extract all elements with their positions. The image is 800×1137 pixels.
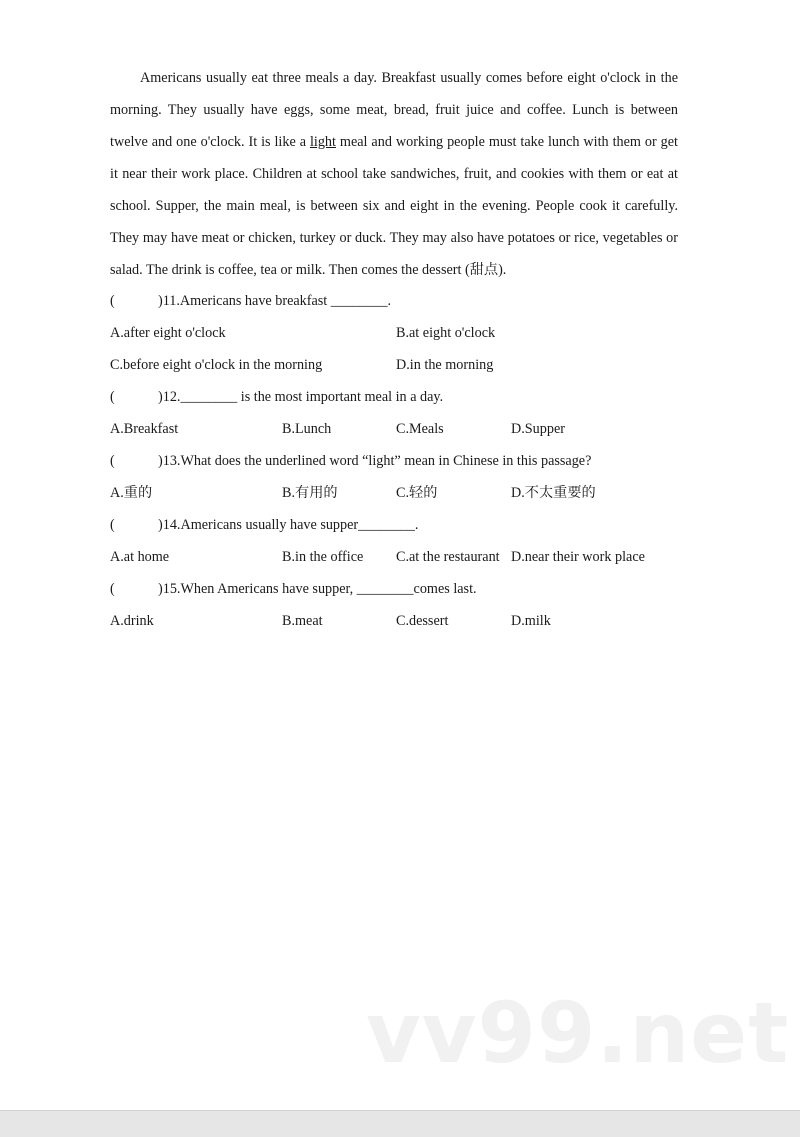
option-b: B.meat (282, 613, 323, 629)
question-13 (110, 451, 710, 471)
option-b: B.in the office (282, 549, 364, 565)
question-12 (110, 387, 710, 407)
answer-blank: ( (110, 581, 115, 597)
option-c: C.at the restaurant (396, 549, 500, 565)
passage-text-start: Americans usually eat three meals a day. Breakfast usually comes before eight o'clock in the morning. They usually have eggs, some meat, bread, fruit juice and coffee. Lunch is between twelve and one o'clock. It is like a (110, 70, 678, 150)
underlined-word: light (309, 134, 336, 150)
question-text: )14.Americans usually have supper________. (158, 517, 419, 533)
answer-blank: ( (110, 517, 115, 533)
option-b: B.Lunch (282, 421, 332, 437)
option-c: C.轻的 (396, 485, 438, 501)
option-d: D.near their work place (511, 549, 645, 565)
option-a: A.Breakfast (110, 421, 179, 437)
question-15 (110, 579, 710, 599)
option-a: A.drink (110, 613, 154, 629)
page-bottom-edge (0, 1110, 800, 1137)
option-a: A.after eight o'clock (110, 325, 226, 341)
option-b: B.有用的 (282, 485, 338, 501)
question-14 (110, 515, 710, 535)
option-c: C.dessert (396, 613, 449, 629)
option-c: C.Meals (396, 421, 444, 437)
question-text: )13.What does the underlined word “light” mean in Chinese in this passage? (158, 453, 592, 469)
question-text: )11.Americans have breakfast ________. (158, 293, 392, 309)
option-a: A.at home (110, 549, 170, 565)
question-text: )12.________ is the most important meal in a day. (158, 389, 444, 405)
option-a: A.重的 (110, 485, 153, 501)
question-11 (110, 291, 710, 311)
watermark: vv99.net (366, 984, 790, 1082)
answer-blank: ( (110, 453, 115, 469)
option-d: D.in the morning (396, 357, 494, 373)
reading-passage (110, 62, 678, 286)
option-d: D.不太重要的 (511, 485, 596, 501)
option-d: D.Supper (511, 421, 565, 437)
option-c: C.before eight o'clock in the morning (110, 357, 323, 373)
question-text: )15.When Americans have supper, ________comes last. (158, 581, 477, 597)
option-b: B.at eight o'clock (396, 325, 496, 341)
option-d: D.milk (511, 613, 551, 629)
answer-blank: ( (110, 389, 115, 405)
answer-blank: ( (110, 293, 115, 309)
passage-text-end: meal and working people must take lunch with them or get it near their work place. Children at school take sandwiches, fruit, and cookies with them or eat at school. Supper, the main meal, is between six and eight in the evening. People cook it carefully. They may have meat or chicken, turkey or duck. They may also have potatoes or rice, vegetables or salad. The drink is coffee, tea or milk. Then comes the dessert (甜点). (110, 134, 678, 278)
